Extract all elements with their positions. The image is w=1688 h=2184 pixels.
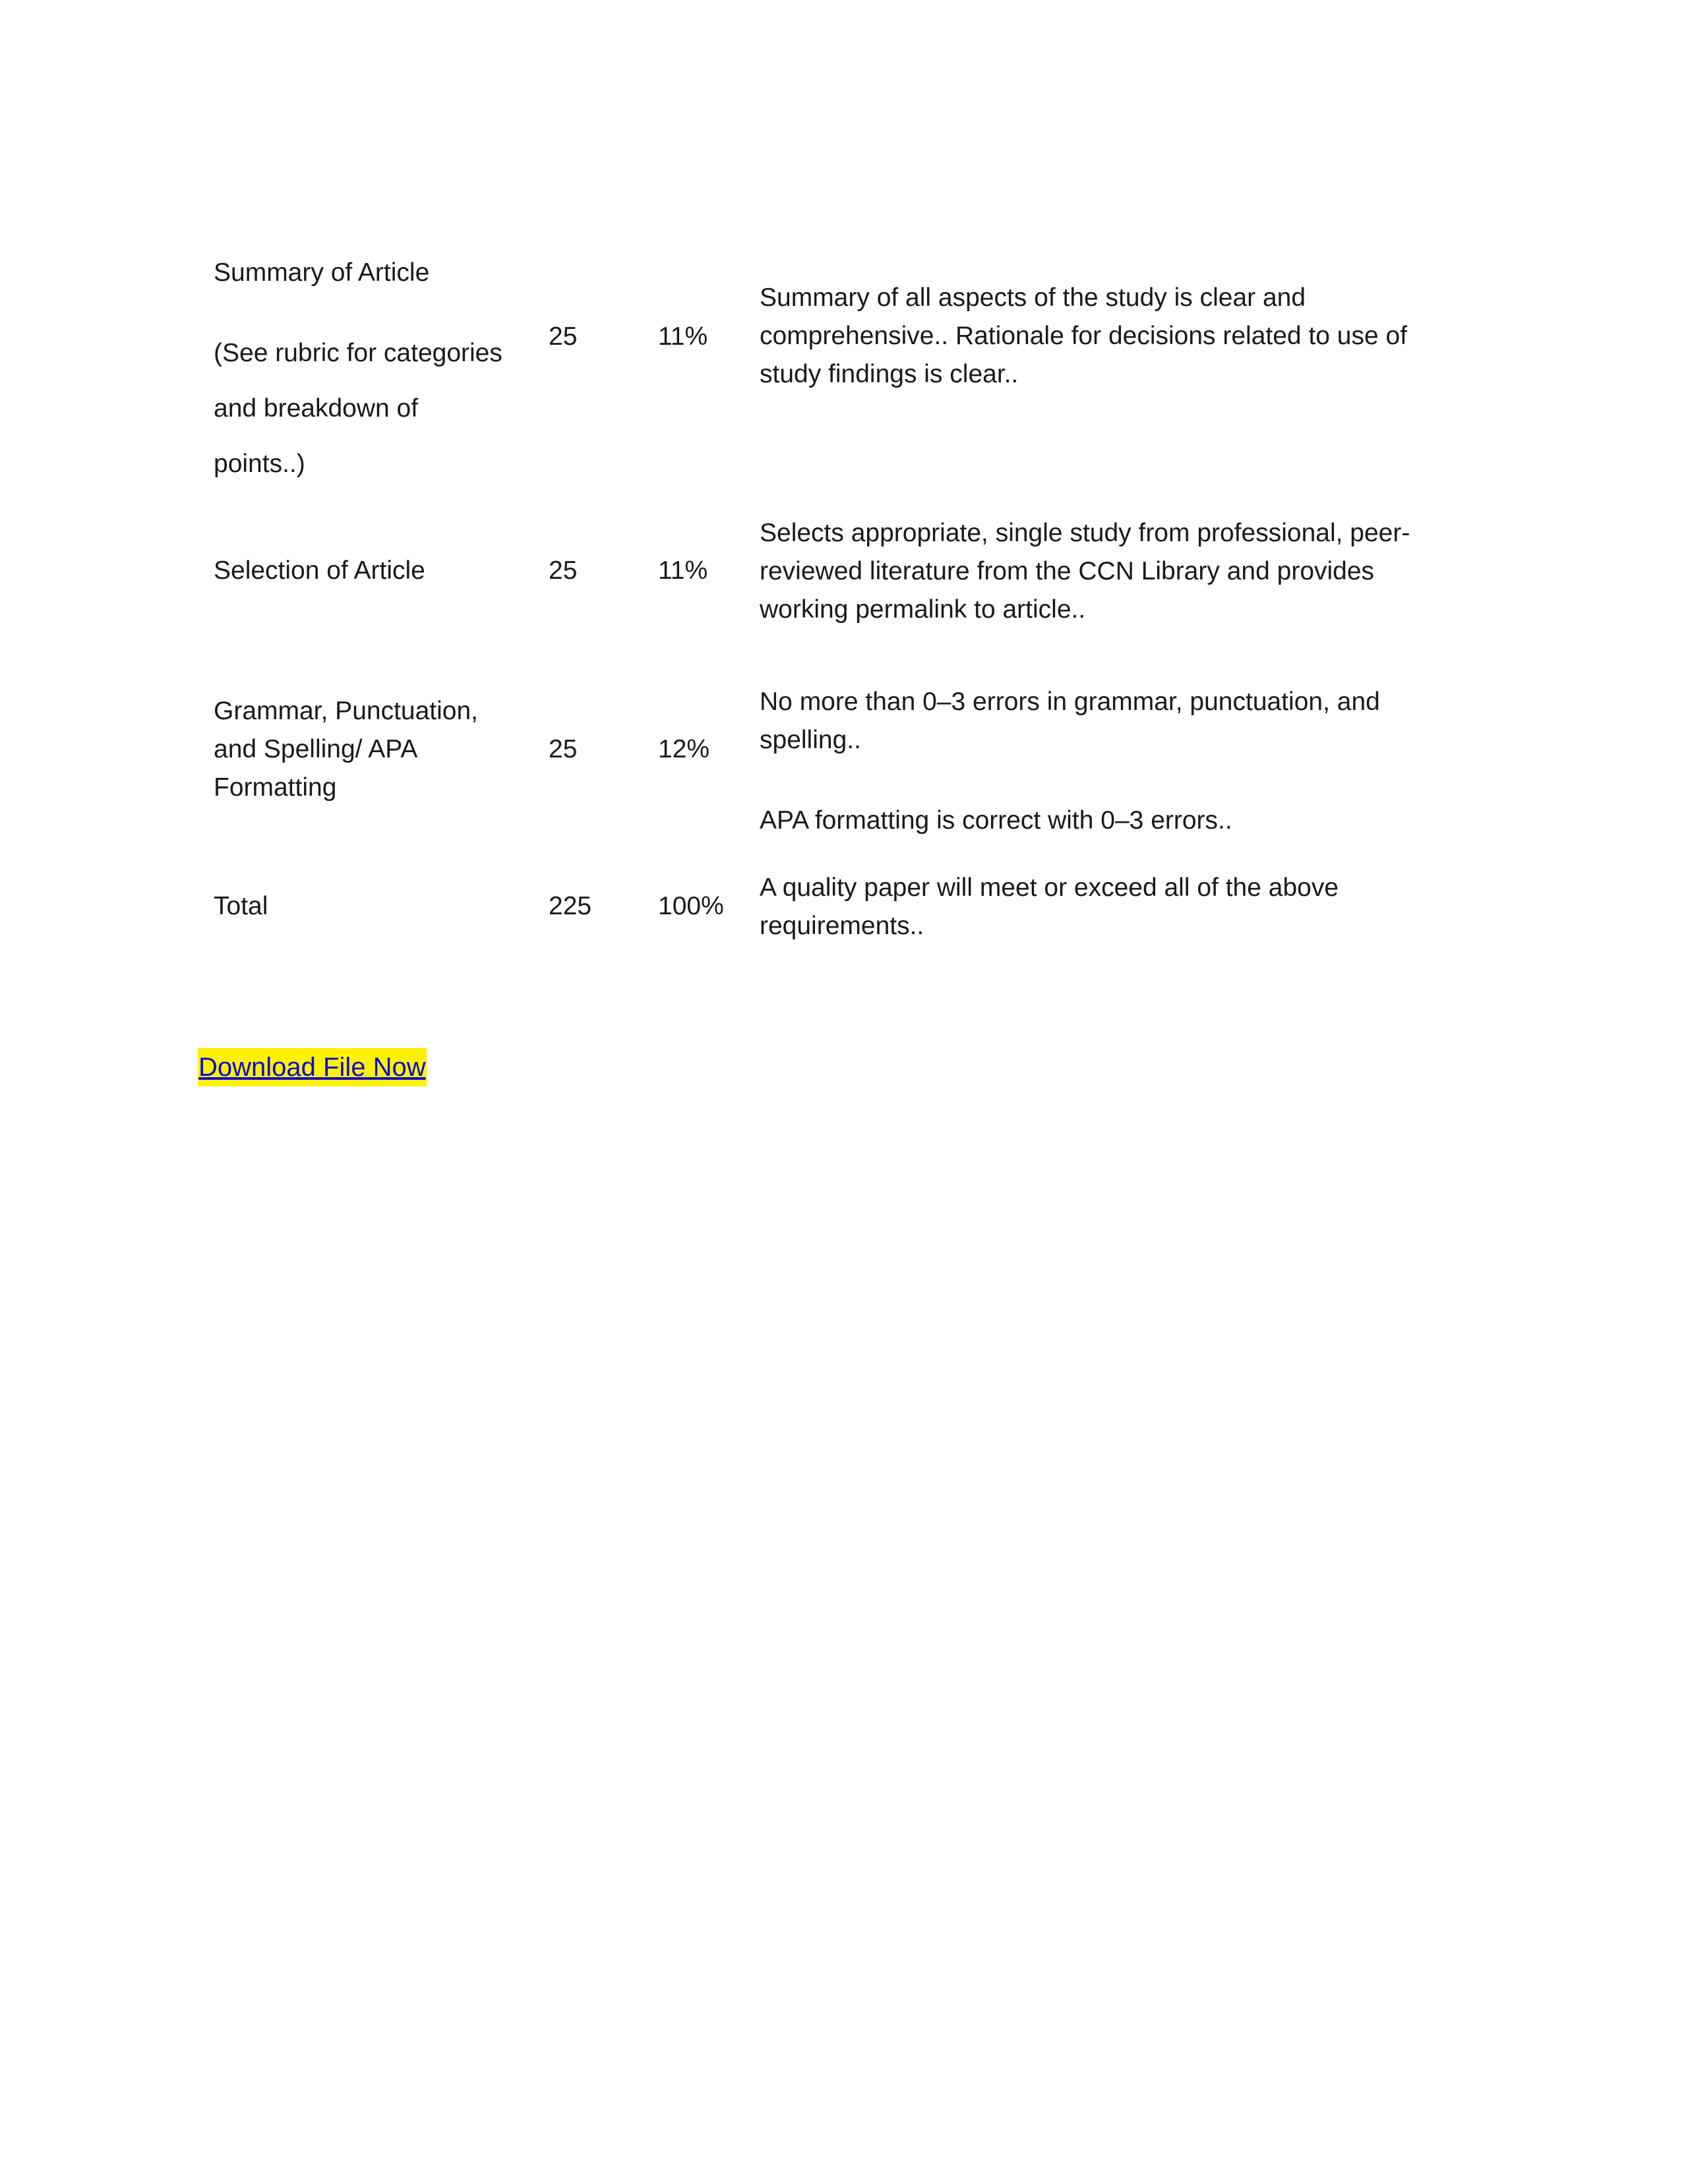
percent-cell: 11% [658,556,708,585]
percent-cell: 100% [658,892,724,920]
points-cell: 225 [549,892,592,920]
points-cell: 25 [549,735,578,763]
description-line: spelling.. [760,726,861,754]
description-line: No more than 0–3 errors in grammar, punctuation, and [760,688,1380,716]
description-line: A quality paper will meet or exceed all of the above [760,873,1339,902]
description-line: requirements.. [760,912,924,940]
description-cell [760,869,1511,945]
description-line: working permalink to article.. [760,595,1086,624]
criteria-title: Grammar, Punctuation, [214,697,479,725]
description-line: Summary of all aspects of the study is clear and [760,283,1306,312]
points-cell: 25 [549,322,578,351]
criteria-note: and breakdown of [214,394,419,423]
description-line: reviewed literature from the CCN Library and provides [760,557,1375,585]
description-line: APA formatting is correct with 0–3 errors.. [760,806,1232,835]
criteria-note: (See rubric for categories [214,339,502,367]
description-cell [760,279,1511,394]
description-cell [760,683,1511,840]
description-line: comprehensive.. Rationale for decisions related to use of [760,322,1408,350]
criteria-title: Total [214,892,268,920]
criteria-title: Formatting [214,773,337,802]
criteria-title: Selection of Article [214,556,425,585]
description-line: Selects appropriate, single study from professional, peer- [760,519,1410,547]
description-cell [760,514,1511,629]
description-line: study findings is clear.. [760,360,1019,388]
download-file-link[interactable]: Download File Now [198,1048,427,1086]
points-cell: 25 [549,556,578,585]
percent-cell: 11% [658,322,708,351]
criteria-note: points..) [214,450,305,478]
criteria-title: Summary of Article [214,258,430,287]
criteria-title: and Spelling/ APA [214,735,418,763]
percent-cell: 12% [658,735,710,763]
